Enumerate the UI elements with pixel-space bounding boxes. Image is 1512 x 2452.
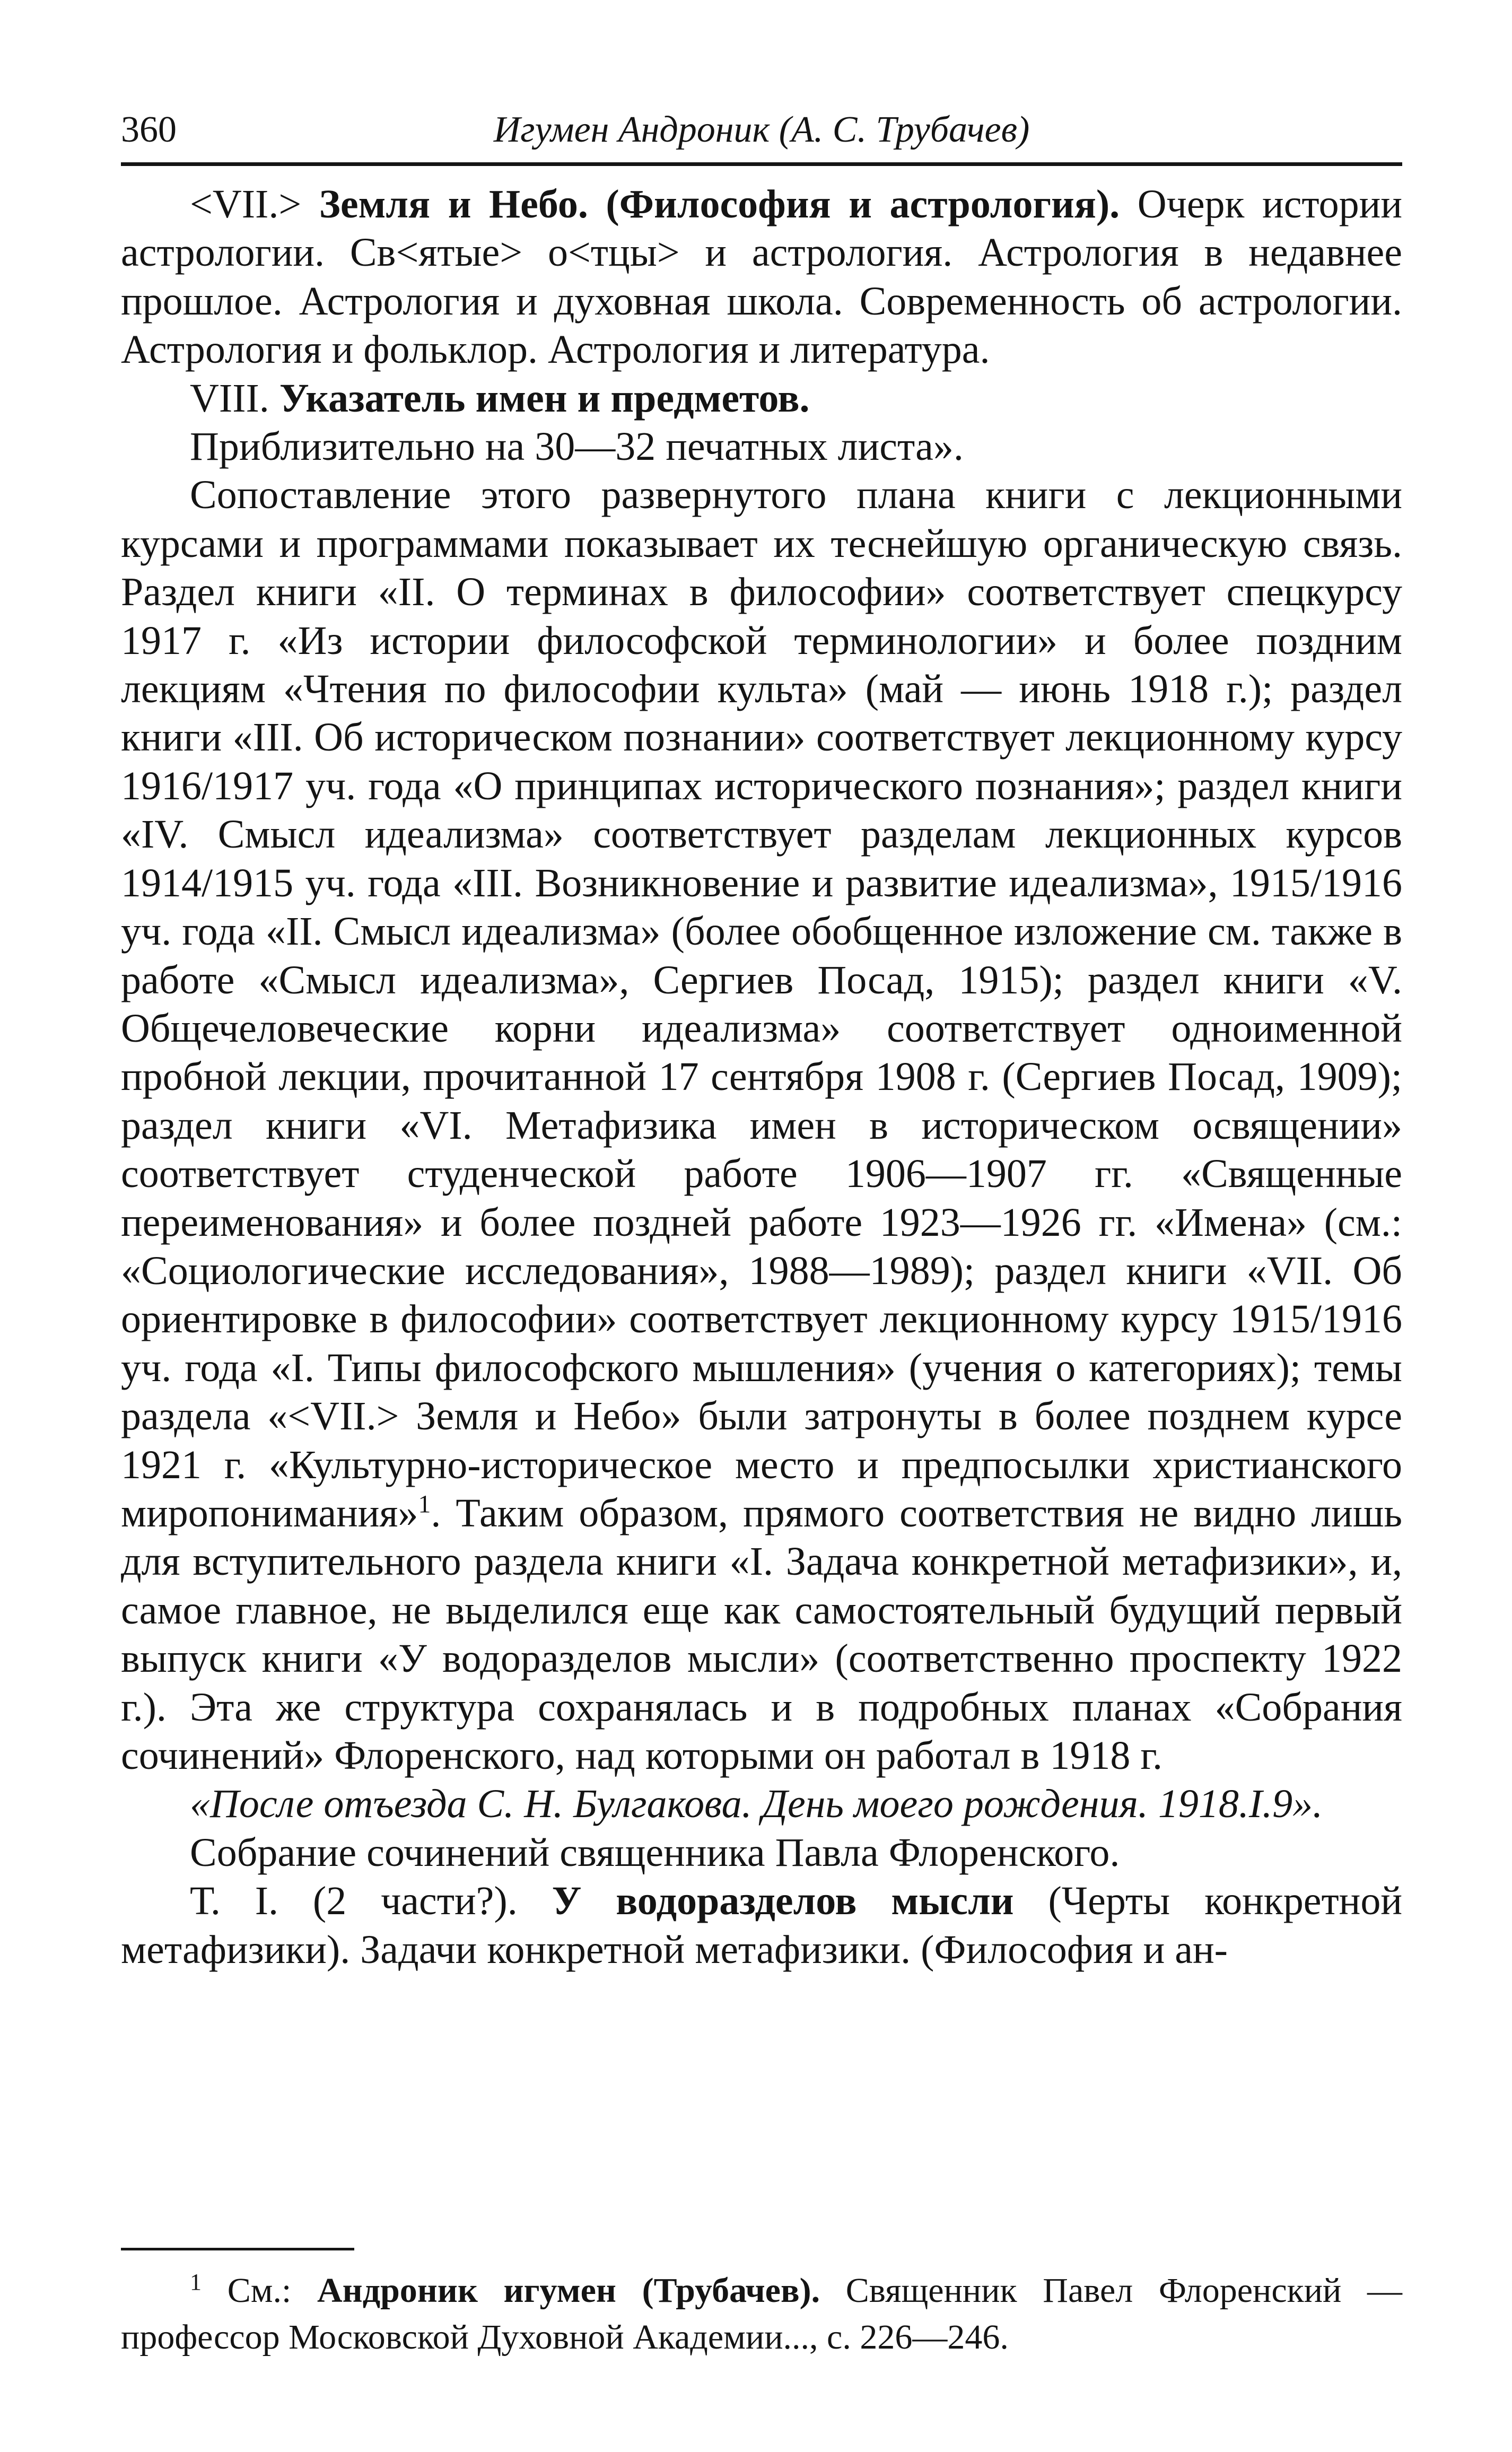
footnote-reference[interactable]: 1	[418, 1490, 431, 1519]
main-text	[121, 180, 1402, 1974]
paragraph-text: Сопоставление этого развернутого плана книги с лекционными курсами и программами показывает их теснейшую органическую связь. Раздел книги «II. О терминах в философии» соответствует спецкурсу 1917 г. «Из истории философской терминологии» и более поздним лекциям «Чтения по философии культа» (май — июнь 1918 г.); раздел книги «III. Об историческом познании» соответствует лекционному курсу 1916/1917 уч. года «О принципах исторического познания»; раздел книги «IV. Смысл идеализма» соответствует разделам лекционных курсов 1914/1915 уч. года «III. Возникновение и развитие идеализма», 1915/1916 уч. года «II. Смысл идеализма» (более обобщенное изложение см. также в работе «Смысл идеализма», Сергиев Посад, 1915); раздел книги «V. Общечеловеческие корни идеализма» соответствует одноименной пробной лекции, прочитанной 17 сентября 1908 г. (Сергиев Посад, 1909); раздел книги «VI. Метафизика имен в историческом освящении» соответствует студенческой работе 1906—1907 гг. «Священные переименования» и более поздней работе 1923—1926 гг. «Имена» (см.: «Социологические исследования», 1988—1989); раздел книги «VII. Об ориентировке в философии» соответствует лекционному курсу 1915/1916 уч. года «I. Типы философского мышления» (учения о категориях); темы раздела «<VII.> Земля и Небо» были затронуты в более позднем курсе 1921 г. «Культурно-историческое место и предпосылки христианского миропонимания»	[121, 473, 1402, 1535]
plan-size-note	[121, 423, 1402, 471]
plan-item-number: VIII.	[190, 376, 269, 421]
footnote-prefix: См.:	[227, 2271, 292, 2310]
footnote-text: Священник Павел Флоренский — профессор Московской Духовной Академии..., с. 226—246.	[121, 2271, 1403, 2357]
plan-item-heading: Земля и Небо. (Философия и астрология).	[319, 182, 1120, 226]
volume-title: У водоразделов мысли	[552, 1879, 1014, 1924]
volume-text: (Черты конкретной метафизики). Задачи конкретной метафизики. (Философия и ан-	[121, 1879, 1403, 1972]
running-head	[121, 106, 1402, 154]
quoted-heading-text: «После отъезда С. Н. Булгакова. День моего рождения. 1918.I.9».	[190, 1782, 1323, 1827]
collected-works-title	[121, 1829, 1402, 1877]
volume-one-entry	[121, 1877, 1402, 1974]
running-title: Игумен Андроник (А. С. Трубачев)	[493, 109, 1030, 150]
plan-item-vii	[121, 180, 1402, 374]
page-number: 360	[121, 109, 177, 150]
footnote-mark: 1	[190, 2269, 202, 2295]
footnote-rule	[121, 2248, 354, 2250]
footnote-1	[121, 2267, 1402, 2361]
plan-item-text: Очерк истории астрологии. Св<ятые> о<тцы> и астрология. Астрология в недавнее прошлое. Астрология и духовная школа. Современность об астрологии. Астрология и фольклор. Астрология и литература.	[121, 182, 1402, 372]
header-rule	[121, 162, 1402, 166]
plan-item-number: <VII.>	[190, 182, 302, 226]
plan-item-heading: Указатель имен и предметов.	[279, 376, 810, 421]
plan-item-viii	[121, 374, 1402, 423]
paragraph-text: . Таким образом, прямого соответствия не видно лишь для вступительного раздела книги «I. Задача конкретной метафизики», и, самое главное, не выделился еще как самостоятельный будущий первый выпуск книги «У водоразделов мысли» (соответственно проспекту 1922 г.). Эта же структура сохранялась и в подробных планах «Собрания сочинений» Флоренского, над которыми он работал в 1918 г.	[121, 1490, 1402, 1778]
volume-number: Т. I. (2 части?).	[190, 1879, 518, 1924]
footnote-author: Андроник игумен (Трубачев).	[317, 2271, 820, 2310]
comparison-paragraph	[121, 471, 1402, 1780]
quoted-heading	[121, 1780, 1402, 1828]
collected-works-text: Собрание сочинений священника Павла Флоренского.	[190, 1830, 1120, 1875]
book-page	[121, 0, 1402, 2452]
plan-size-text: Приблизительно на 30—32 печатных листа».	[190, 424, 964, 469]
